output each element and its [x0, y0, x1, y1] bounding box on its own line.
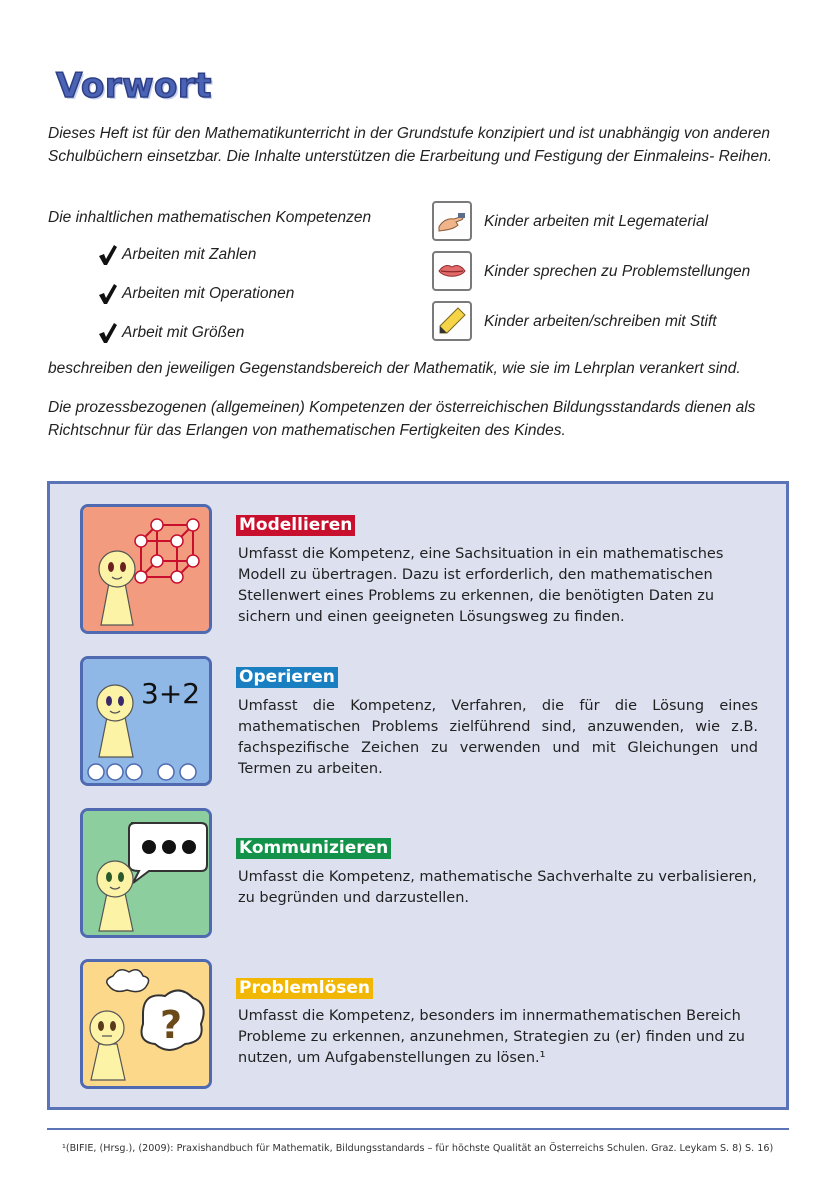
competency-description: Umfasst die Kompetenz, eine Sachsituation in ein mathematisches Modell zu übertragen. Dazu ist erforderlich, den mathematischen Stellenwert eines Problems zu erkennen, die benötigten Daten zu sichern und einen geeigneten Lösungsweg zu finden.: [238, 546, 724, 625]
competency-description: Umfasst die Kompetenz, mathematische Sachverhalte zu verbalisieren, zu begründen und darzustellen.: [238, 869, 757, 906]
checkmark-icon: [98, 283, 118, 305]
legend-item: [432, 301, 717, 341]
competency-label: Arbeiten mit Operationen: [122, 285, 295, 302]
lips-icon: [432, 251, 472, 291]
legend-item: [432, 201, 708, 241]
competency-title-kommunizieren: Kommunizieren: [236, 838, 391, 859]
competency-title-operieren: Operieren: [236, 667, 338, 688]
hand-legematerial-icon: [432, 201, 472, 241]
checkmark-icon: [98, 322, 118, 344]
problemloesen-card: [80, 959, 212, 1089]
modellieren-card: [80, 504, 212, 634]
competency-item: [98, 321, 244, 344]
competency-description: Umfasst die Kompetenz, besonders im innermathematischen Bereich Probleme zu erkennen, anzunehmen, Strategien zu (er) finden und zu nutzen, um Aufgabenstellungen zu lösen.¹: [238, 1008, 745, 1066]
svg-text:?: ?: [160, 1003, 183, 1047]
legend-label: Kinder sprechen zu Problemstellungen: [484, 262, 751, 280]
footnote-divider: [47, 1128, 789, 1130]
competency-label: Arbeit mit Größen: [122, 324, 245, 341]
competency-title-modellieren: Modellieren: [236, 515, 355, 536]
competency-label: Arbeiten mit Zahlen: [122, 246, 257, 263]
competency-title-problemloesen: Problemlösen: [236, 978, 373, 999]
speech-bubble-icon: [83, 811, 209, 935]
pencil-icon: [432, 301, 472, 341]
competency-item: [98, 282, 294, 305]
cube-model-icon: [83, 507, 209, 631]
intro-paragraph: Dieses Heft ist für den Mathematikunterricht in der Grundstufe konzipiert und ist unabhängig von anderen Schulbüchern einsetzbar. Die Inhalte unterstützen die Erarbeitung und Festigung der Einmaleins- Reihen.: [48, 125, 773, 165]
legend-item: [432, 251, 750, 291]
process-intro-text: Die prozessbezogenen (allgemeinen) Kompetenzen der österreichischen Bildungsstandards dienen als Richtschnur für das Erlangen von mathematischen Fertigkeiten des Kindes.: [48, 399, 756, 439]
legend-label: Kinder arbeiten/schreiben mit Stift: [484, 312, 717, 330]
competency-item: [98, 243, 256, 266]
kommunizieren-card: [80, 808, 212, 938]
competency-description: Umfasst die Kompetenz, Verfahren, die für die Lösung eines mathematischen Problems zielführend sind, anzuwenden, wie z.B. fachspezifische Zeichen zu verwenden und mit Gleichungen und Termen zu arbeiten.: [238, 698, 758, 777]
legend-label: Kinder arbeiten mit Legematerial: [484, 212, 709, 230]
card-calculation-text: 3+2: [141, 677, 201, 710]
thought-question-icon: [83, 962, 209, 1086]
operieren-card: [80, 656, 212, 786]
competencies-heading: Die inhaltlichen mathematischen Kompetenzen: [48, 209, 372, 226]
process-competencies-box: [47, 481, 789, 1110]
checkmark-icon: [98, 244, 118, 266]
after-list-text: beschreiben den jeweiligen Gegenstandsbereich der Mathematik, wie sie im Lehrplan verankert sind.: [48, 360, 741, 377]
footnote: ¹(BIFIE, (Hrsg.), (2009): Praxishandbuch für Mathematik, Bildungsstandards – für höchste Qualität an Österreichs Schulen. Graz. Leykam S. 8) S. 16): [62, 1143, 774, 1154]
page-title: Vorwort: [56, 66, 212, 106]
calculation-icon: [83, 659, 209, 783]
